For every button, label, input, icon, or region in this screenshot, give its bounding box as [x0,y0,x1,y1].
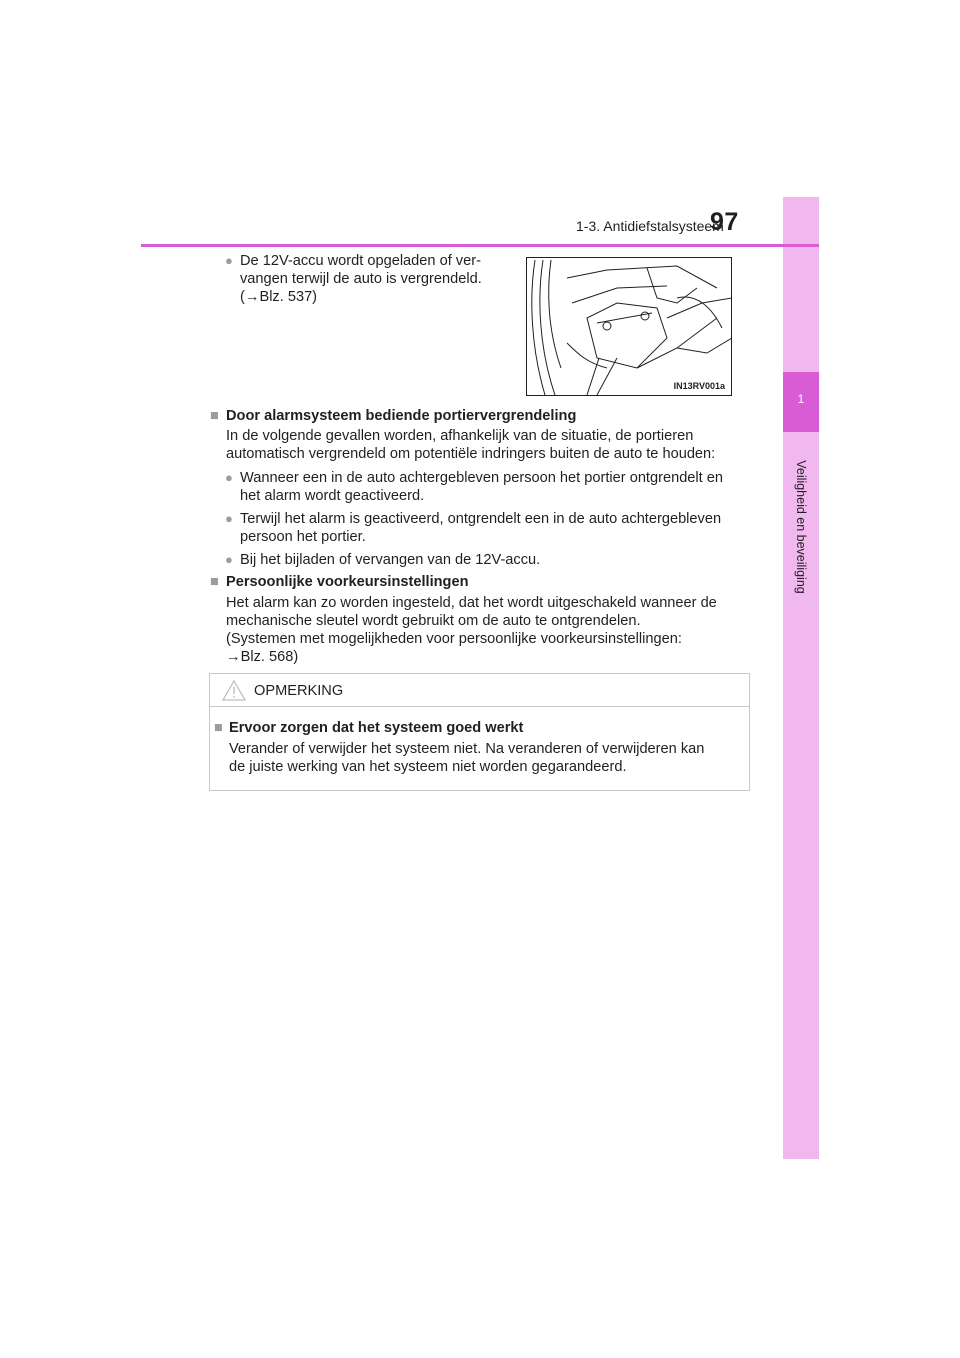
section1-bullet-1-line-2: het alarm wordt geactiveerd. [240,488,425,504]
header-rule [141,244,819,247]
notice-line-2: de juiste werking van het systeem niet worden gegarandeerd. [229,759,627,775]
bullet-icon: ● [225,552,233,567]
section1-body-line-1: In de volgende gevallen worden, afhankelijk van de situatie, de portieren [226,428,694,444]
section2-heading: Persoonlijke voorkeursinstellingen [226,574,469,590]
battery-drawing [527,258,732,396]
section1-bullet-2-line-1: Terwijl het alarm is geactiveerd, ontgrendelt een in de auto achtergebleven [240,511,722,527]
notice-line-1: Verander of verwijder het systeem niet. Na veranderen of verwijderen kan [229,741,705,757]
page-number: 97 [710,208,739,236]
chapter-side-tab [783,197,819,1159]
section2-line-2: mechanische sleutel wordt gebruikt om de auto te ontgrendelen. [226,613,641,629]
intro-line-2: vangen terwijl de auto is vergrendeld. [240,271,482,287]
section2-line-3: (Systemen met mogelijkheden voor persoonlijke voorkeursinstellingen: [226,631,682,647]
section1-body-line-2: automatisch vergrendeld om potentiële indringers buiten de auto te houden: [226,446,716,462]
bullet-icon: ● [225,511,233,526]
section1-bullet-1-line-1: Wanneer een in de auto achtergebleven persoon het portier ontgrendelt en [240,470,724,486]
figure-code: IN13RV001a [673,381,725,391]
warning-icon [222,679,246,701]
bullet-icon: ● [225,470,233,485]
section1-bullet-3: Bij het bijladen of vervangen van de 12V-accu. [240,552,541,568]
notice-box [209,673,750,791]
battery-illustration [526,257,732,396]
notice-heading: Ervoor zorgen dat het systeem goed werkt [229,720,524,736]
chapter-label: Veiligheid en beveiliging [794,460,808,594]
section2-line-1: Het alarm kan zo worden ingesteld, dat het wordt uitgeschakeld wanneer de [226,595,717,611]
section-square-icon: ■ [210,408,219,424]
section-square-icon: ■ [210,574,219,590]
bullet-icon: ● [225,253,233,268]
section-title: 1-3. Antidiefstalsysteem [576,218,724,234]
section2-line-4: →Blz. 568) [226,649,299,665]
intro-line-1: De 12V-accu wordt opgeladen of ver- [240,253,481,269]
chapter-number: 1 [797,392,805,406]
notice-title: OPMERKING [254,683,344,699]
intro-line-3: (→Blz. 537) [240,289,318,305]
section1-heading: Door alarmsysteem bediende portiervergrendeling [226,408,577,424]
notice-square-icon: ■ [214,720,223,736]
section1-bullet-2-line-2: persoon het portier. [240,529,366,545]
notice-header [210,674,749,707]
